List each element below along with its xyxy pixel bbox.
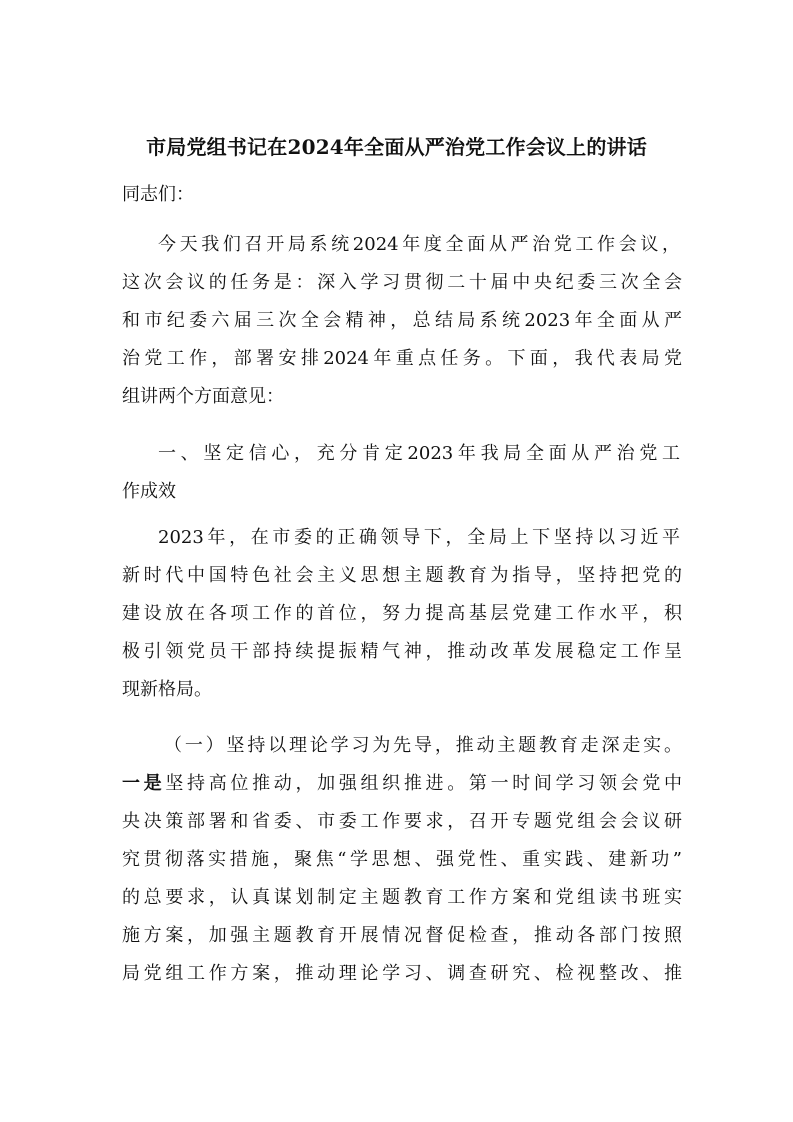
paragraph-line: 新时代中国特色社会主义思想主题教育为指导，坚持把党的 <box>122 565 682 586</box>
paragraph-line: 局党组工作方案，推动理论学习、调查研究、检视整改、推 <box>122 963 682 984</box>
salutation: 同志们： <box>122 184 194 205</box>
paragraph-line: 和市纪委六届三次全会精神，总结局系统2023年全面从严 <box>122 310 682 331</box>
paragraph-line: 极引领党员干部持续提振精气神，推动改革发展稳定工作呈 <box>122 641 682 662</box>
emphasis-lead: 一是 <box>122 773 166 794</box>
paragraph-line: 2023年，在市委的正确领导下，全局上下坚持以习近平 <box>158 527 680 548</box>
section-heading-line: 作成效 <box>122 481 176 502</box>
paragraph-line <box>122 772 682 796</box>
subheading-line: （一）坚持以理论学习为先导，推动主题教育走深走实。 <box>164 735 682 756</box>
paragraph-line: 建设放在各项工作的首位，努力提高基层党建工作水平，积 <box>122 603 682 624</box>
paragraph-line: 施方案，加强主题教育开展情况督促检查，推动各部门按照 <box>122 925 682 946</box>
paragraph-line: 央决策部署和省委、市委工作要求，召开专题党组会会议研 <box>122 811 682 832</box>
paragraph-line: 这次会议的任务是：深入学习贯彻二十届中央纪委三次全会 <box>122 272 682 293</box>
paragraph-line: 究贯彻落实措施，聚焦“学思想、强党性、重实践、建新功” <box>122 849 682 870</box>
document-title: 市局党组书记在2024年全面从严治党工作会议上的讲话 <box>146 135 647 159</box>
paragraph-text: 坚持高位推动，加强组织推进。第一时间学习领会党中 <box>165 773 683 794</box>
section-heading-line: 一、坚定信心，充分肯定2023年我局全面从严治党工 <box>158 443 680 464</box>
paragraph-line: 的总要求，认真谋划制定主题教育工作方案和党组读书班实 <box>122 887 682 908</box>
paragraph-line: 组讲两个方面意见： <box>122 386 284 407</box>
paragraph-line: 现新格局。 <box>122 679 212 700</box>
paragraph-line: 今天我们召开局系统2024年度全面从严治党工作会议， <box>158 234 680 255</box>
paragraph-line: 治党工作，部署安排2024年重点任务。下面，我代表局党 <box>122 348 682 369</box>
